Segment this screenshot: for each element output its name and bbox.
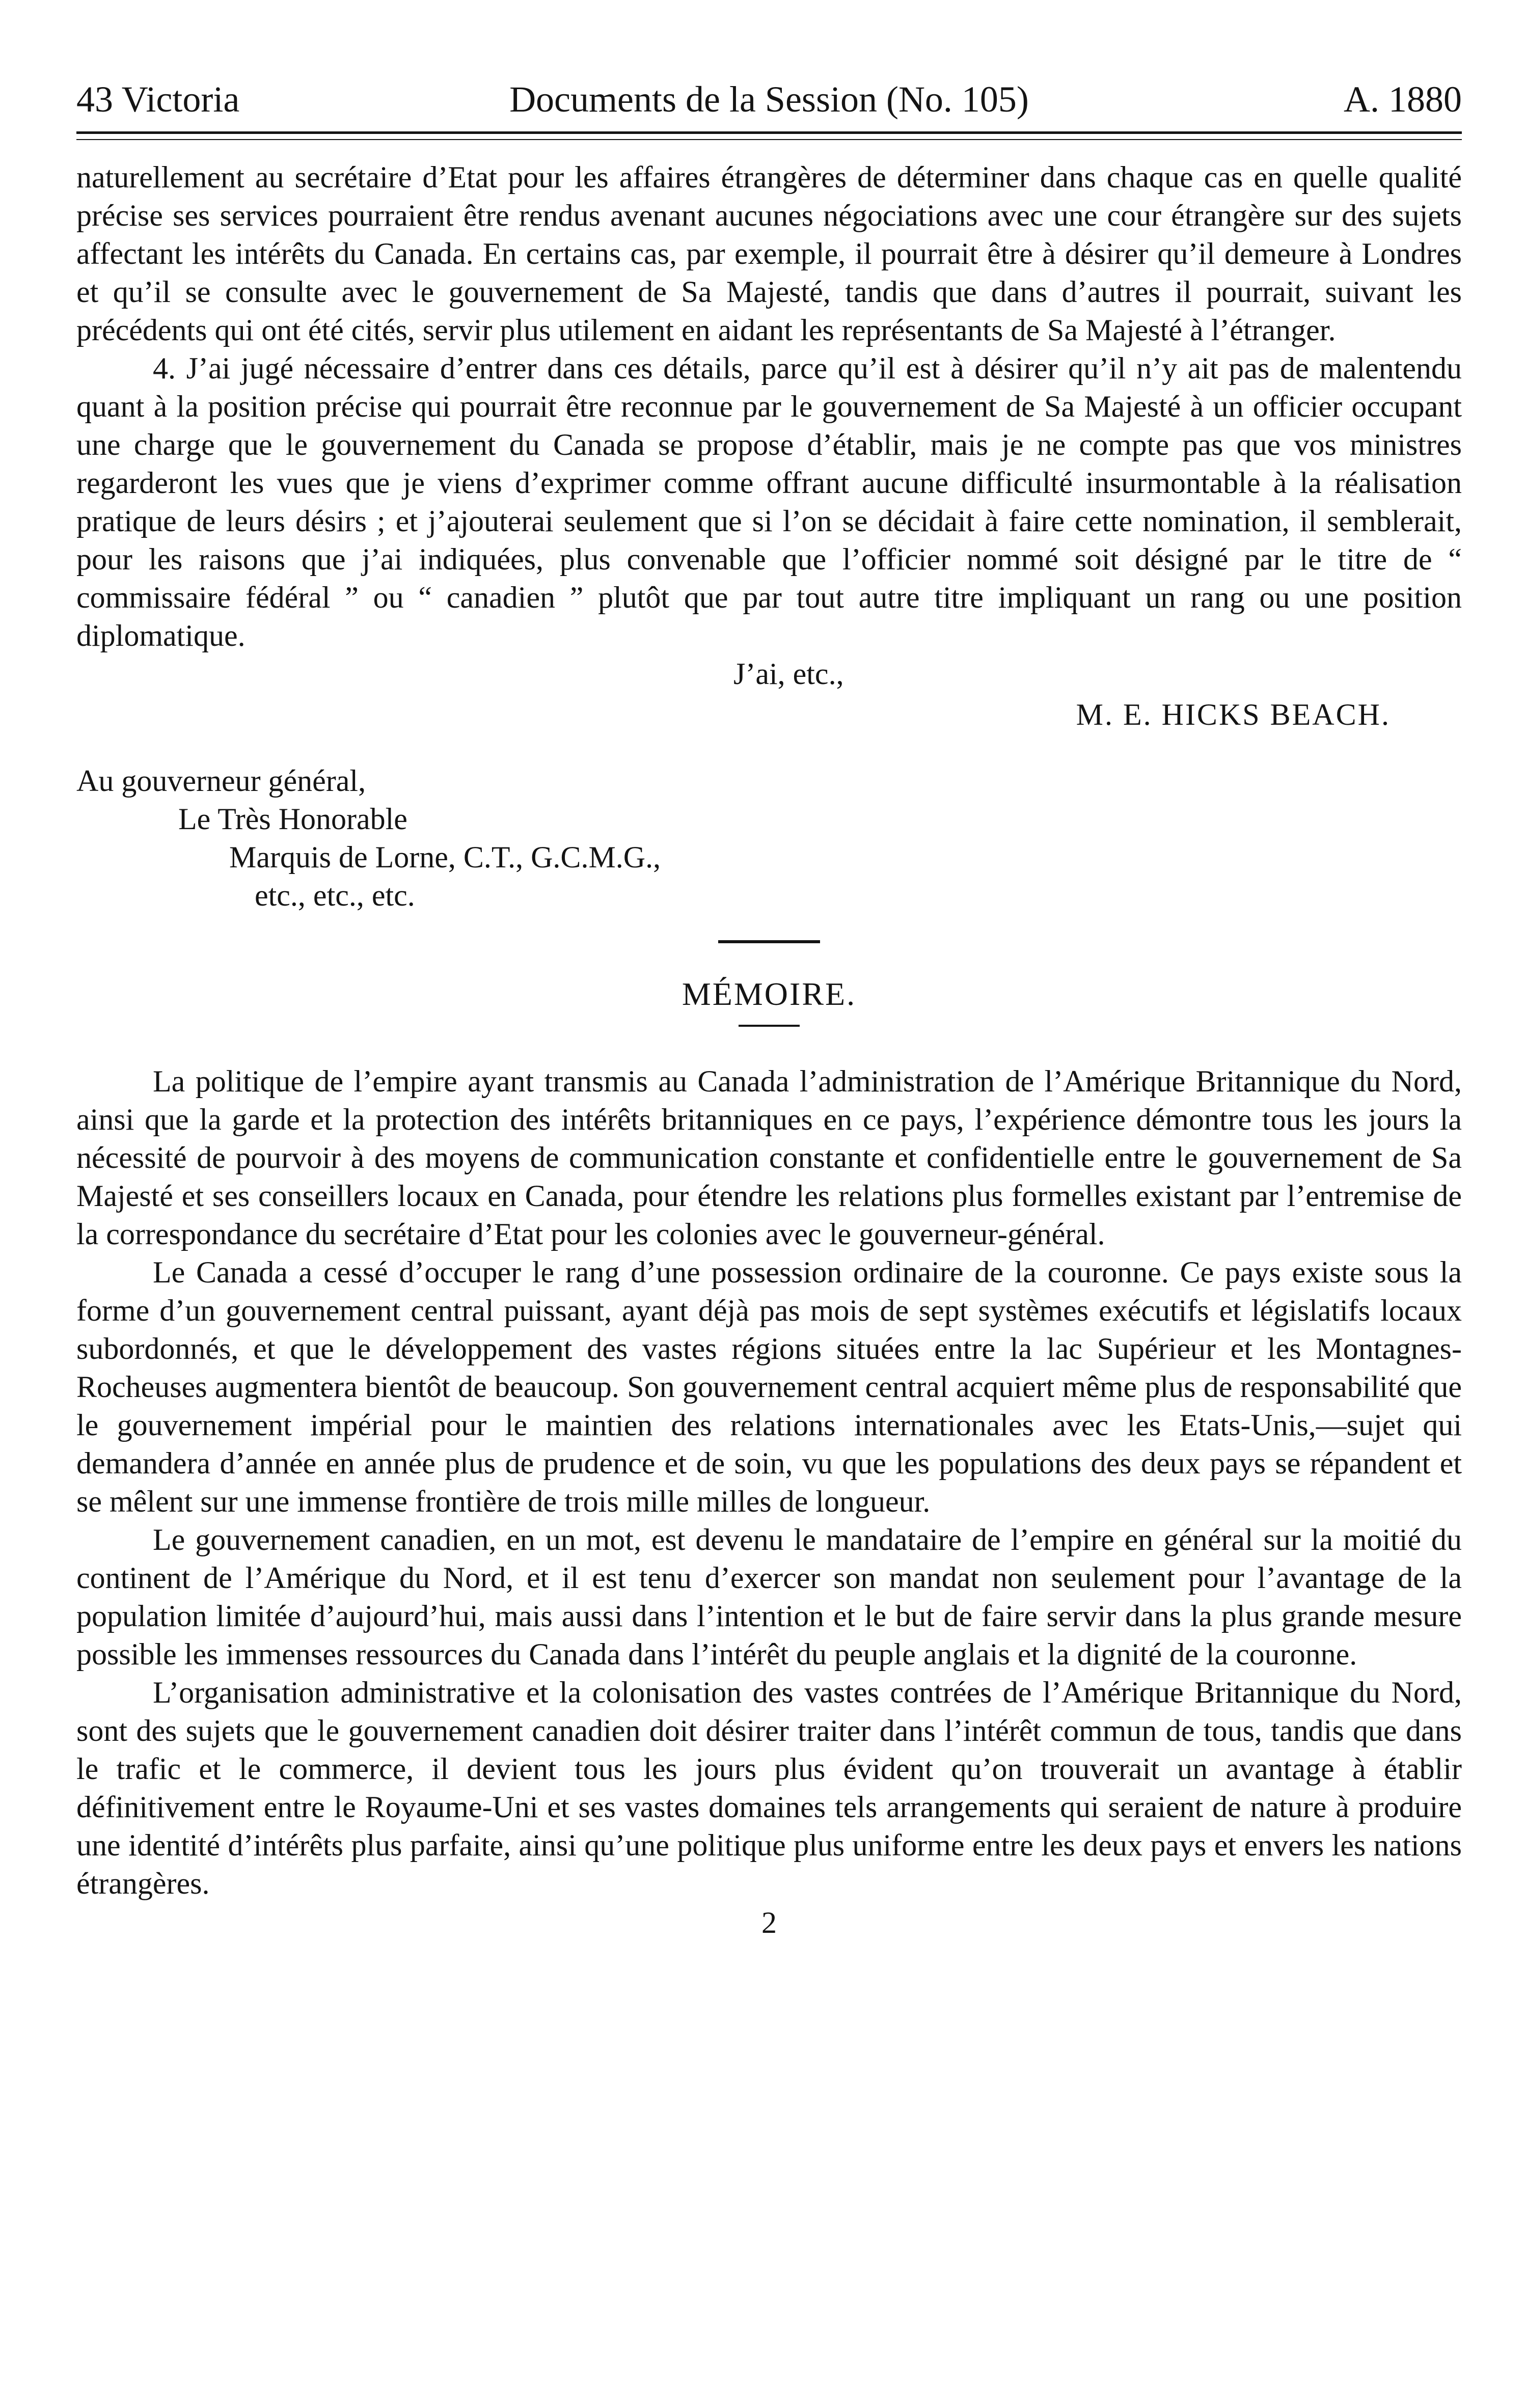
memoire-title: MÉMOIRE. <box>682 976 857 1012</box>
title-underline <box>739 1025 800 1027</box>
header-year: A. 1880 <box>1344 79 1462 120</box>
closing-formula: J’ai, etc., <box>733 657 844 691</box>
letter-paragraph-continued: naturellement au secrétaire d’Etat pour les affaires étrangères de déterminer dans chaque cas en quelle qualité précise ses services pourraient être rendus avenant aucunes négociations avec une cour étrangère sur des sujets affectant les intérêts du Canada. En certains cas, par exemple, il pourrait être à désirer qu’il demeure à Londres et qu’il se consulte avec le gouvernement de Sa Majesté, tandis que dans d’autres il pourrait, suivant les précédents qui ont été cités, servir plus utilement en aidant les représentants de Sa Majesté à l’étranger. <box>76 160 1462 347</box>
addressee-line: Le Très Honorable <box>178 802 407 836</box>
header-regnal-year: 43 Victoria <box>76 79 240 120</box>
letter-paragraph-4: 4. J’ai jugé nécessaire d’entrer dans ces détails, parce qu’il est à désirer qu’il n’y ait pas de malentendu quant à la position précise qui pourrait être reconnue par le gouvernement de Sa Majesté à un officier occupant une charge que le gouvernement du Canada se propose d’établir, mais je ne compte pas que vos ministres regarderont les vues que je viens d’exprimer comme offrant aucune difficulté insurmontable à la réalisation pratique de leurs désirs ; et j’ajouterai seulement que si l’on se décidait à faire cette nomination, il semblerait, pour les raisons que j’ai indiquées, plus convenable que l’officier nommé soit désigné par le titre de “ commissaire fédéral ” ou “ canadien ” plutôt que par tout autre titre impliquant un rang ou une position diplomatique. <box>76 351 1462 652</box>
memoire-paragraph: Le Canada a cessé d’occuper le rang d’une possession ordinaire de la couronne. Ce pays existe sous la forme d’un gouvernement central puissant, ayant déjà pas mois de sept systèmes exécutifs et législatifs locaux subordonnés, et que le développement des vastes régions situées entre la lac Supérieur et les Montagnes-Rocheuses augmentera bientôt de beaucoup. Son gouvernement central acquiert même plus de responsabilité que le gouvernement impérial pour le maintien des relations internationales avec les Etats-Unis,—sujet qui demandera d’année en année plus de prudence et de soin, vu que les populations des deux pays se répandent et se mêlent sur une immense frontière de trois mille milles de longueur. <box>76 1255 1462 1518</box>
memoire-paragraph: L’organisation administrative et la colonisation des vastes contrées de l’Amérique Britannique du Nord, sont des sujets que le gouvernement canadien doit désirer traiter dans l’intérêt commun de tous, tandis que dans le trafic et le commerce, il devient tous les jours plus évident qu’on trouverait un avantage à établir définitivement entre le Royaume-Uni et ses vastes domaines tels arrangements qui seraient de nature à produire une identité d’intérêts plus parfaite, ainsi qu’une politique plus uniforme entre les deux pays et envers les nations étrangères. <box>76 1676 1462 1900</box>
page-number: 2 <box>761 1906 777 1939</box>
addressee-line: Marquis de Lorne, C.T., G.C.M.G., <box>229 840 661 874</box>
addressee-line: Au gouverneur général, <box>76 764 366 798</box>
memoire-paragraph: Le gouvernement canadien, en un mot, est devenu le mandataire de l’empire en général sur la moitié du continent de l’Amérique du Nord, et il est tenu d’exercer son mandat non seulement pour l’avantage de la population limitée d’aujourd’hui, mais aussi dans l’intention et le but de faire servir dans la plus grande mesure possible les immenses ressources du Canada dans l’intérêt du peuple anglais et la dignité de la couronne. <box>76 1523 1462 1671</box>
document-page <box>76 71 1462 2363</box>
memoire-body <box>76 1062 1462 1903</box>
memoire-paragraph: La politique de l’empire ayant transmis au Canada l’administration de l’Amérique Britannique du Nord, ainsi que la garde et la protection des intérêts britanniques en ce pays, l’expérience démontre tous les jours la nécessité de pourvoir à des moyens de communication constante et confidentielle entre le gouvernement de Sa Majesté et ses conseillers locaux en Canada, pour étendre les relations plus formelles existant par l’entremise de la correspondance du secrétaire d’Etat pour les colonies avec le gouverneur-général. <box>76 1064 1462 1251</box>
header-session-title: Documents de la Session (No. 105) <box>509 79 1029 120</box>
signature: M. E. HICKS BEACH. <box>1076 698 1391 731</box>
addressee-block <box>76 762 1462 915</box>
running-header <box>76 71 1462 127</box>
section-separator <box>718 940 820 943</box>
letter-body <box>76 158 1462 655</box>
addressee-line: etc., etc., etc. <box>255 879 415 912</box>
letter-closing <box>76 655 1462 762</box>
header-double-rule <box>76 131 1462 140</box>
